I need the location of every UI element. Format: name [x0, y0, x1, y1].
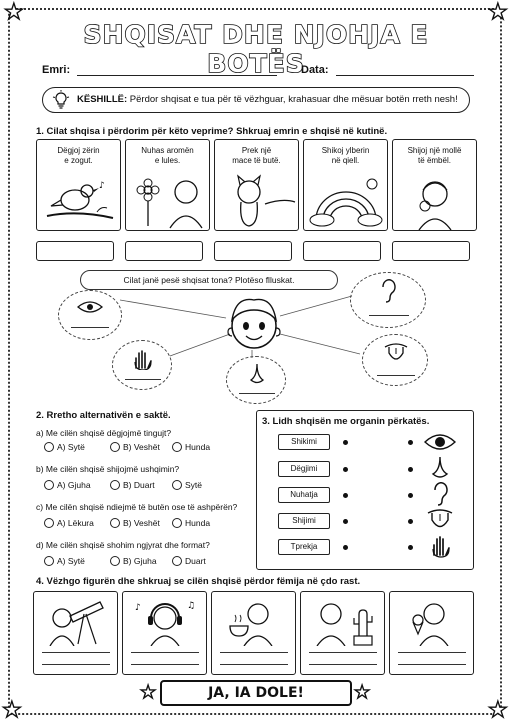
option-d-2[interactable]: B) Gjuha	[110, 556, 157, 566]
icecream-boy-icon	[398, 596, 466, 646]
section3-title: 3. Lidh shqisën me organin përkatës.	[262, 416, 430, 427]
star-icon: ★	[354, 682, 371, 703]
tongue-bubble[interactable]	[362, 334, 428, 386]
name-label: Emri:	[42, 64, 71, 76]
hand-bubble[interactable]	[112, 340, 172, 390]
activity-card: Dëgjoj zërin e zogut. ♪	[36, 139, 121, 231]
tip-box	[42, 87, 470, 113]
match-dot-right[interactable]	[408, 467, 413, 472]
date-label: Data:	[301, 64, 329, 76]
sense-label: Shijimi	[278, 513, 330, 529]
match-dot-right[interactable]	[408, 493, 413, 498]
match-dot-left[interactable]	[343, 493, 348, 498]
option-d-3[interactable]: Duart	[172, 556, 206, 566]
five-senses-prompt: Cilat janë pesë shqisat tona? Plotëso flluskat.	[80, 270, 338, 290]
hand-icon	[131, 348, 153, 370]
tongue-icon	[383, 343, 409, 363]
page-title: SHQISAT DHE NJOHJA E BOTËS	[83, 20, 429, 78]
nose-icon	[247, 363, 267, 385]
answer-box[interactable]	[36, 241, 114, 261]
question-b: b) Me cilën shqisë shijojmë ushqimin?	[36, 464, 180, 474]
cactus-girl-icon	[309, 596, 377, 646]
option-a-2[interactable]: B) Veshët	[110, 442, 160, 452]
footer-banner: JA, IA DOLE!	[160, 680, 352, 706]
eye-icon	[77, 300, 103, 314]
cat-icon	[215, 174, 300, 230]
picture-card	[389, 591, 474, 675]
ear-icon	[379, 279, 397, 303]
question-a: a) Me cilën shqisë dëgjojmë tingujt?	[36, 428, 172, 438]
match-dot-left[interactable]	[343, 467, 348, 472]
answer-box[interactable]	[125, 241, 203, 261]
option-c-2[interactable]: B) Veshët	[110, 518, 160, 528]
name-input-line[interactable]	[77, 65, 277, 76]
date-row	[301, 64, 474, 76]
option-b-3[interactable]: Sytë	[172, 480, 202, 490]
lightbulb-icon	[51, 90, 71, 110]
match-dot-right[interactable]	[408, 519, 413, 524]
name-row	[42, 64, 277, 76]
picture-card	[300, 591, 385, 675]
star-icon: ★	[140, 682, 157, 703]
ear-bubble[interactable]	[350, 272, 426, 328]
match-dot-left[interactable]	[343, 440, 348, 445]
eye-icon	[424, 432, 456, 452]
option-b-2[interactable]: B) Duart	[110, 480, 155, 490]
option-c-3[interactable]: Hunda	[172, 518, 210, 528]
ear-icon	[431, 482, 449, 506]
answer-box[interactable]	[392, 241, 470, 261]
sense-label: Tprekja	[278, 539, 330, 555]
date-input-line[interactable]	[336, 65, 474, 76]
nose-bubble[interactable]	[226, 356, 286, 404]
section2-title: 2. Rretho alternativën e saktë.	[36, 410, 171, 421]
picture-card	[211, 591, 296, 675]
star-icon: ★	[488, 0, 508, 25]
option-b-1[interactable]: A) Gjuha	[44, 480, 91, 490]
match-dot-left[interactable]	[343, 519, 348, 524]
eye-bubble[interactable]	[58, 290, 122, 340]
activity-card: Shijoj një mollë të ëmbël.	[392, 139, 477, 231]
sense-label: Dëgjimi	[278, 461, 330, 477]
sense-label: Shikimi	[278, 434, 330, 450]
activity-card: Shikoj ylberin në qiell.	[303, 139, 388, 231]
tip-label: KËSHILLË:	[77, 94, 128, 105]
headphones-girl-icon	[131, 596, 199, 646]
sense-label: Nuhatja	[278, 487, 330, 503]
answer-box[interactable]	[214, 241, 292, 261]
activity-card: Prek një mace të butë.	[214, 139, 299, 231]
tip-text: Përdor shqisat e tua për të vëzhguar, krahasuar dhe mësuar botën rreth nesh!	[129, 94, 458, 105]
boy-face-icon	[222, 292, 286, 358]
match-dot-right[interactable]	[408, 545, 413, 550]
question-d: d) Me cilën shqisë shohim ngjyrat dhe format?	[36, 540, 210, 550]
hand-icon	[429, 534, 451, 558]
option-c-1[interactable]: A) Lëkura	[44, 518, 94, 528]
match-dot-right[interactable]	[408, 440, 413, 445]
svg-text:♪: ♪	[135, 603, 141, 613]
rainbow-icon	[304, 174, 389, 230]
question-c: c) Me cilën shqisë ndiejmë të butën ose të ashpërën?	[36, 502, 238, 512]
picture-card	[33, 591, 118, 675]
bird-icon	[37, 174, 122, 230]
picture-card	[122, 591, 207, 675]
svg-text:♪: ♪	[99, 181, 105, 191]
star-icon: ★	[488, 698, 508, 723]
match-dot-left[interactable]	[343, 545, 348, 550]
svg-text:♫: ♫	[187, 601, 196, 611]
nose-icon	[430, 456, 450, 480]
activity-card: Nuhas aromën e lules.	[125, 139, 210, 231]
girl-eating-icon	[393, 174, 478, 230]
star-icon: ★	[2, 698, 22, 723]
section4-question: 4. Vëzhgo figurën dhe shkruaj se cilën shqisë përdor fëmija në çdo rast.	[36, 576, 361, 587]
option-a-3[interactable]: Hunda	[172, 442, 210, 452]
flower-icon	[126, 174, 211, 230]
star-icon: ★	[4, 0, 24, 25]
section1-question: 1. Cilat shqisa i përdorim për këto veprime? Shkruaj emrin e shqisë në kutinë.	[36, 126, 388, 137]
option-d-1[interactable]: A) Sytë	[44, 556, 85, 566]
option-a-1[interactable]: A) Sytë	[44, 442, 85, 452]
tongue-icon	[426, 509, 454, 531]
cup-boy-icon	[220, 596, 288, 646]
answer-box[interactable]	[303, 241, 381, 261]
telescope-boy-icon	[42, 596, 110, 646]
